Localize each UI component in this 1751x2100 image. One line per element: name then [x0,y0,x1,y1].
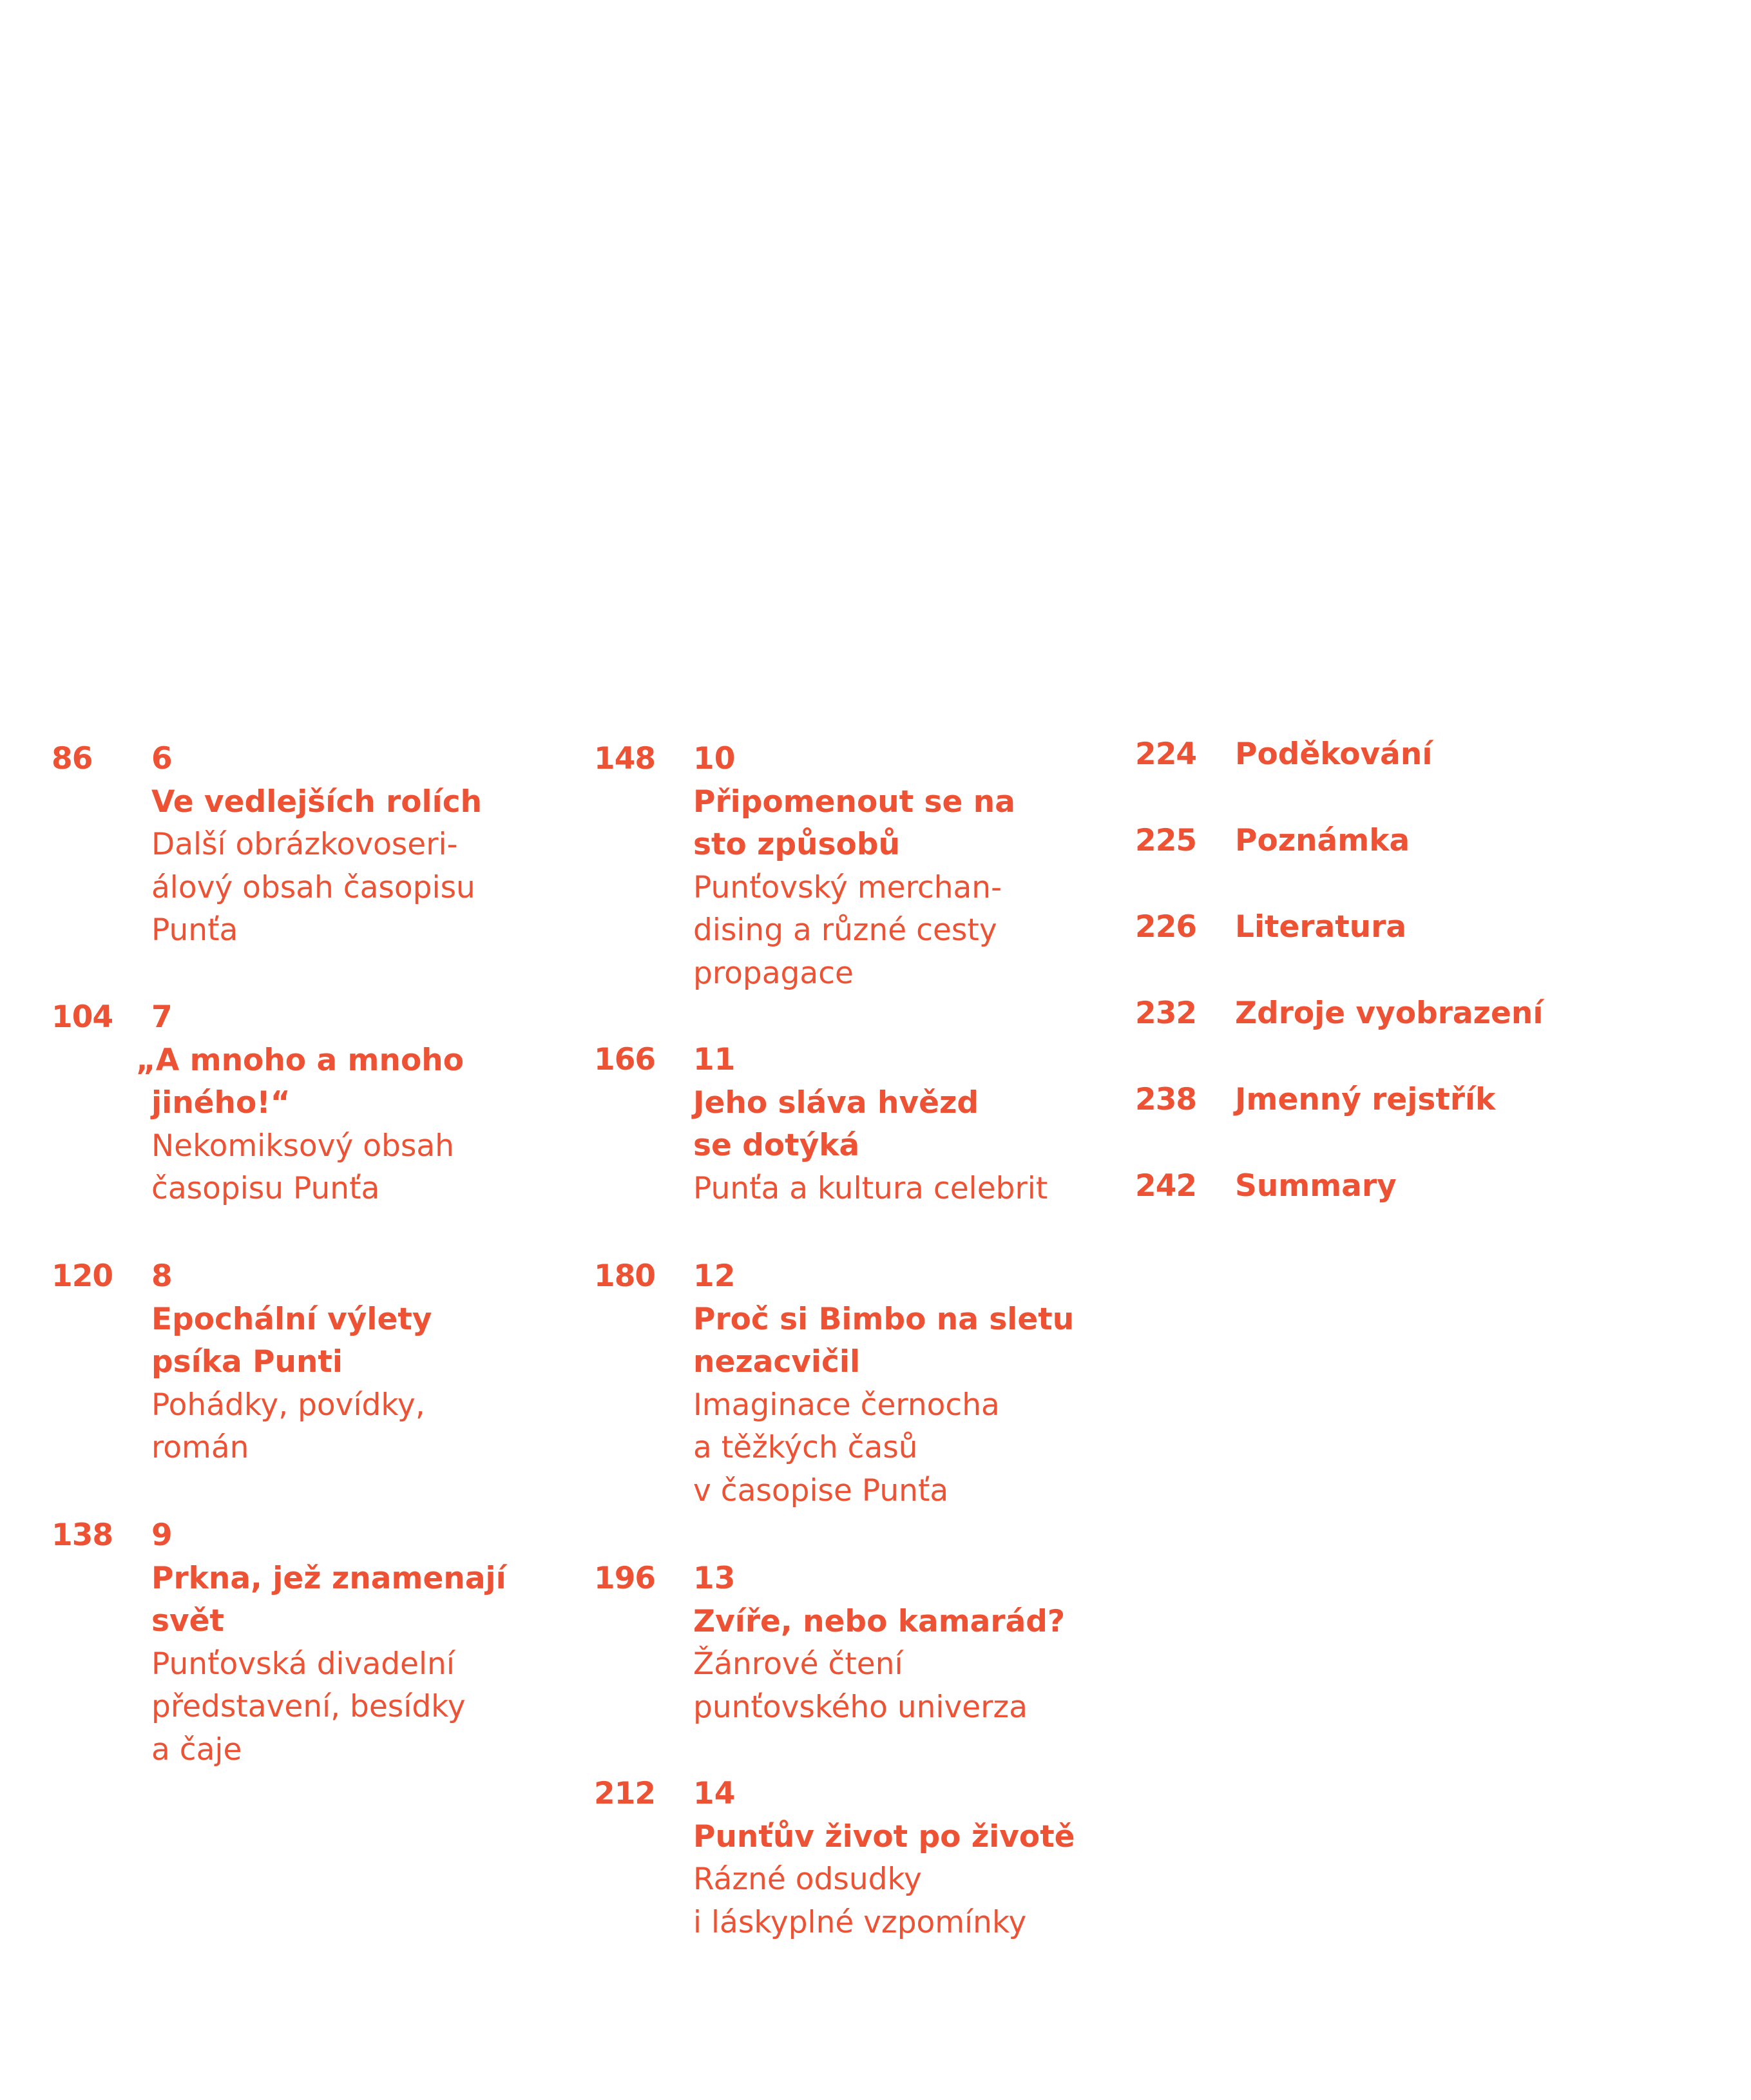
section-title: Literatura [1235,909,1407,945]
chapter-number: 14 [693,1776,736,1811]
chapter-title: Epochální výlety psíka Punti [151,1301,432,1380]
chapter-subtitle: Rázné odsudky i láskyplné vzpomínky [693,1862,1027,1940]
page-number: 138 [52,1517,113,1553]
chapter-title: Ve vedlejších rolích [151,784,483,820]
chapter-subtitle: Žánrové čtení punťovského univerza [693,1646,1028,1725]
chapter-title: Prkna, jež znamenají svět [151,1560,506,1639]
chapter-subtitle: Punťovský merchan- dising a různé cesty propagace [693,869,1002,991]
chapter-number: 8 [151,1258,173,1294]
section-title: Zdroje vyobrazení [1235,996,1544,1031]
chapter-number: 9 [151,1517,173,1553]
chapter-subtitle: Pohádky, povídky, román [151,1387,425,1465]
chapter-subtitle: Další obrázkovoseri- álový obsah časopisu Punťa [151,827,475,948]
chapter-title: Zvíře, nebo kamarád? [693,1603,1066,1639]
page-number: 242 [1135,1168,1197,1204]
chapter-title: Připomenout se na sto způsobů [693,784,1015,862]
chapter-subtitle: Punťa a kultura celebrit [693,1170,1048,1206]
page-number: 226 [1135,909,1197,945]
page-number: 238 [1135,1082,1197,1117]
section-title: Summary [1235,1168,1397,1204]
chapter-number: 10 [693,741,736,776]
chapter-number: 6 [151,741,173,776]
chapter-subtitle: Imaginace černocha a těžkých časů v časopise Punťa [693,1387,1000,1508]
section-title: Poznámka [1235,823,1410,858]
chapter-number: 11 [693,1042,736,1077]
chapter-title: Punťův život po životě [693,1818,1075,1854]
chapter-title: Jeho sláva hvězd se dotýká [693,1084,979,1163]
page-number: 166 [594,1042,656,1077]
section-title: Poděkování [1235,737,1433,772]
chapter-number: 7 [151,999,173,1035]
page-number: 232 [1135,996,1197,1031]
chapter-subtitle: Nekomiksový obsah časopisu Punťa [151,1128,454,1206]
page-number: 196 [594,1561,656,1596]
page-number: 86 [52,741,93,776]
section-title: Jmenný rejstřík [1235,1082,1496,1117]
page-number: 148 [594,741,656,776]
page-number: 180 [594,1258,656,1294]
chapter-number: 13 [693,1561,736,1596]
chapter-number: 12 [693,1258,736,1294]
page-number: 224 [1135,737,1197,772]
chapter-title: Proč si Bimbo na sletu nezacvičil [693,1301,1075,1380]
page-number: 120 [52,1258,113,1294]
page-number: 104 [52,999,113,1035]
chapter-title: „A mnoho a mnoho jiného!“ [136,1042,464,1121]
page-number: 212 [594,1776,656,1811]
page-number: 225 [1135,823,1197,858]
chapter-subtitle: Punťovská divadelní představení, besídky a čaje [151,1646,466,1768]
